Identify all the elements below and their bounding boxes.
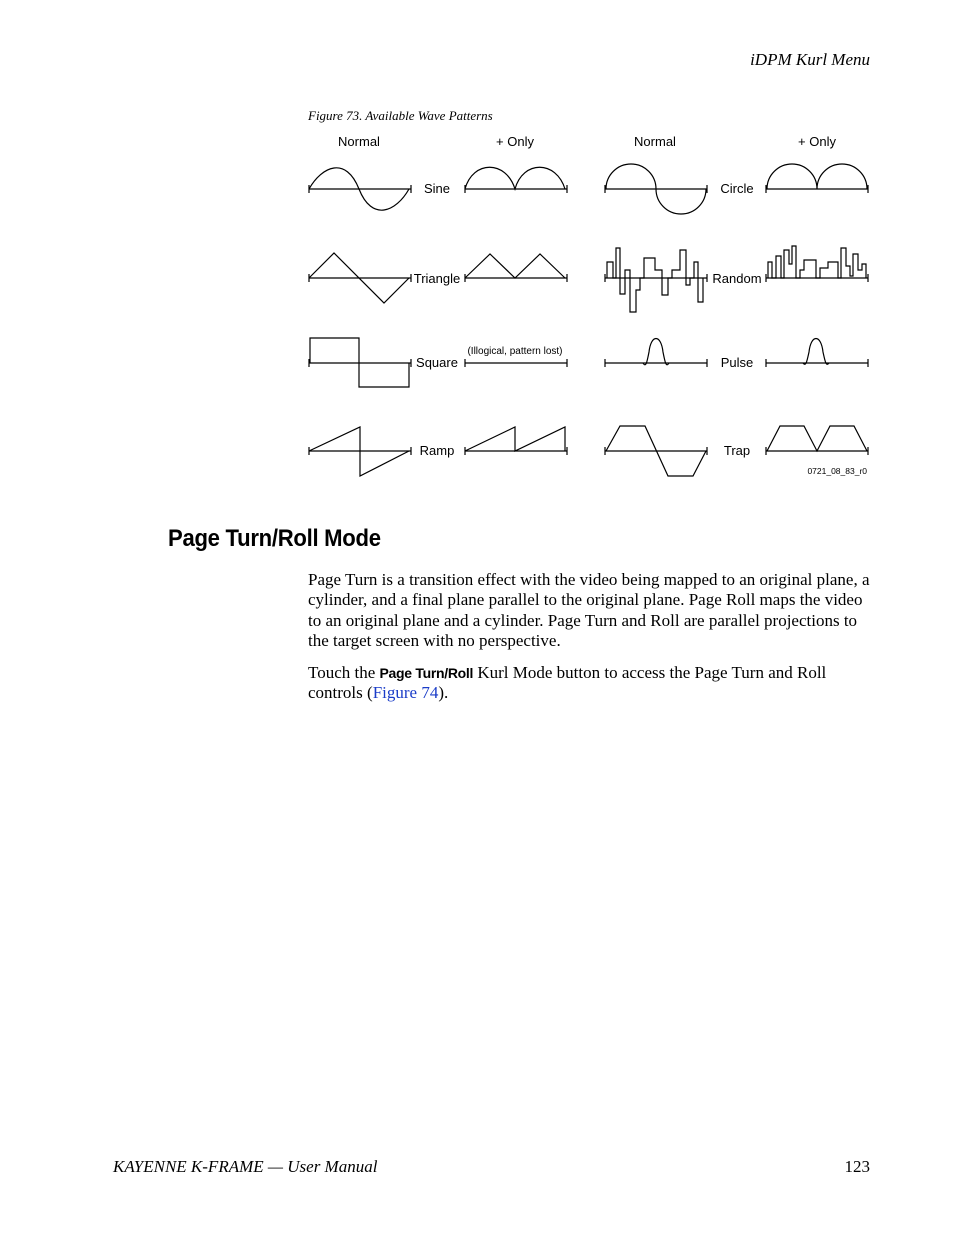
header-plus-only-left: + Only (496, 134, 534, 149)
label-square: Square (416, 355, 458, 370)
header-normal-left: Normal (338, 134, 380, 149)
ramp-plus-only-wave (465, 427, 567, 455)
sine-plus-only-wave (465, 167, 567, 193)
label-circle: Circle (720, 181, 754, 196)
label-random: Random (712, 271, 762, 286)
circle-normal-wave (605, 164, 707, 214)
para2-text-end: ). (438, 683, 449, 703)
ramp-normal-wave (309, 427, 411, 476)
header-normal-right: Normal (634, 134, 676, 149)
para2-text-middle: Kurl Mode button to access the Page Turn and Roll controls ( (308, 663, 827, 703)
square-plus-only-note: (Illogical, pattern lost) (467, 346, 563, 357)
body-paragraph-1: Page Turn is a transition effect with the video being mapped to an original plane, a cylinder, and a final plane parallel to the original plane. Page Roll maps the video to an original plane and a cylinder. Page Turn and Roll are parallel projections to the target screen with no perspective. (308, 570, 870, 651)
section-heading: Page Turn/Roll Mode (168, 525, 381, 552)
figure-74-link[interactable]: Figure 74 (372, 683, 439, 703)
label-pulse: Pulse (720, 355, 754, 370)
pulse-plus-only-wave (766, 339, 868, 368)
label-trap: Trap (723, 443, 751, 458)
sine-normal-wave (309, 168, 411, 210)
random-plus-only-wave (766, 246, 868, 282)
label-ramp: Ramp (419, 443, 455, 458)
random-normal-wave (605, 248, 707, 312)
running-header: iDPM Kurl Menu (750, 50, 870, 69)
square-normal-wave (309, 338, 411, 387)
triangle-plus-only-wave (465, 254, 567, 282)
pulse-normal-wave (605, 339, 707, 368)
footer-manual-title: KAYENNE K-FRAME — User Manual (113, 1157, 378, 1176)
trap-normal-wave (605, 426, 707, 476)
label-triangle: Triangle (413, 271, 461, 286)
square-plus-only-line (465, 359, 567, 367)
page-number: 123 (844, 1157, 870, 1176)
circle-plus-only-wave (766, 164, 868, 193)
trap-plus-only-wave (766, 426, 868, 455)
body-paragraph-2 (308, 663, 870, 704)
header-plus-only-right: + Only (798, 134, 836, 149)
triangle-normal-wave (309, 253, 411, 303)
wave-patterns-figure (0, 0, 954, 500)
para2-text-start: Touch the (308, 663, 380, 682)
label-sine: Sine (423, 181, 451, 196)
page-turn-roll-button-ref: Page Turn/Roll (379, 665, 474, 681)
figure-id: 0721_08_83_r0 (807, 466, 867, 476)
figure-caption: Figure 73. Available Wave Patterns (308, 108, 493, 123)
